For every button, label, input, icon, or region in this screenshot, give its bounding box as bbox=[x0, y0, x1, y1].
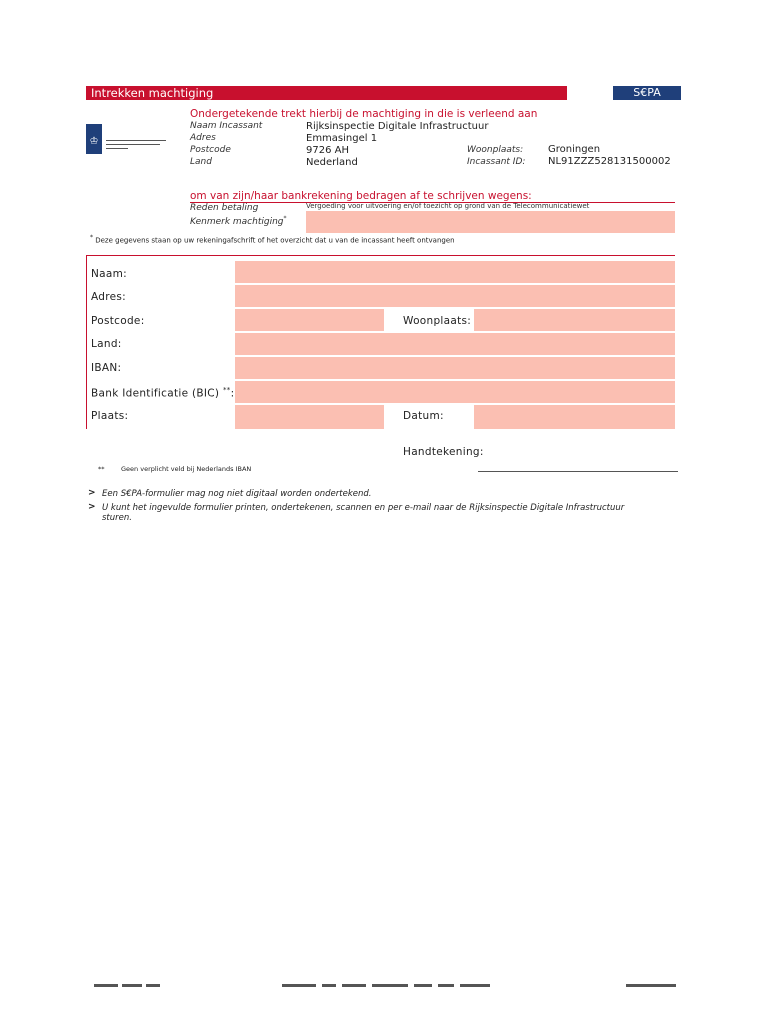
bic-field[interactable] bbox=[235, 381, 675, 403]
country-field[interactable] bbox=[235, 333, 675, 355]
bic-note-mark: ** bbox=[98, 465, 105, 473]
iban-label: IBAN: bbox=[91, 362, 122, 374]
creditor-city-value: Groningen bbox=[548, 144, 601, 155]
creditor-country-value: Nederland bbox=[306, 157, 358, 168]
creditor-id-label: Incassant ID: bbox=[467, 157, 526, 167]
logo-text-lines bbox=[106, 138, 172, 149]
note-bullet-1: > bbox=[88, 488, 96, 498]
note-line-2b: sturen. bbox=[102, 513, 132, 523]
creditor-postcode-label: Postcode bbox=[190, 145, 231, 155]
reference-footnote: Deze gegevens staan op uw rekeningafschrift of het overzicht dat u van de incassant heeft ontvangen bbox=[95, 236, 455, 245]
form-top-divider bbox=[86, 255, 675, 256]
creditor-address-label: Adres bbox=[190, 133, 216, 143]
creditor-intro: Ondergetekende trekt hierbij de machtiging in die is verleend aan bbox=[190, 108, 538, 120]
note-bullet-2: > bbox=[88, 502, 96, 512]
name-label: Naam: bbox=[91, 268, 127, 280]
crest-icon: ♔ bbox=[89, 136, 99, 147]
address-field[interactable] bbox=[235, 285, 675, 307]
signature-line[interactable] bbox=[478, 471, 678, 472]
city-label: Woonplaats: bbox=[403, 315, 472, 327]
iban-field[interactable] bbox=[235, 357, 675, 379]
creditor-id-value: NL91ZZZ528131500002 bbox=[548, 156, 671, 167]
form-title: Intrekken machtiging bbox=[91, 86, 214, 100]
creditor-city-label: Woonplaats: bbox=[467, 145, 524, 155]
sepa-badge: S€PA bbox=[613, 86, 681, 100]
creditor-name-value: Rijksinspectie Digitale Infrastructuur bbox=[306, 121, 489, 132]
address-label: Adres: bbox=[91, 291, 127, 303]
bic-label: Bank Identificatie (BIC) bbox=[91, 387, 220, 400]
reference-footnote-wrap bbox=[90, 234, 455, 244]
bic-label-wrap bbox=[91, 386, 234, 400]
reference-label: Kenmerk machtiging bbox=[190, 217, 284, 227]
postcode-field[interactable] bbox=[235, 309, 384, 331]
name-field[interactable] bbox=[235, 261, 675, 283]
reason-value: Vergoeding voor uitvoering en/of toezicht op grond van de Telecommunicatiewet bbox=[306, 202, 590, 210]
reference-label-wrap bbox=[190, 215, 287, 227]
creditor-name-label: Naam Incassant bbox=[190, 121, 263, 131]
place-field[interactable] bbox=[235, 405, 384, 429]
form-left-border bbox=[86, 256, 87, 429]
payment-intro: om van zijn/haar bankrekening bedragen af te schrijven wegens: bbox=[190, 190, 532, 202]
footer-right-marks bbox=[626, 982, 678, 989]
bic-note: Geen verplicht veld bij Nederlands IBAN bbox=[121, 465, 252, 473]
footer-left-marks bbox=[94, 982, 164, 989]
postcode-label: Postcode: bbox=[91, 315, 145, 327]
date-label: Datum: bbox=[403, 410, 444, 422]
bic-colon: : bbox=[230, 387, 235, 400]
signature-label: Handtekening: bbox=[403, 446, 484, 458]
date-field[interactable] bbox=[474, 405, 675, 429]
city-field[interactable] bbox=[474, 309, 675, 331]
reference-mark: * bbox=[283, 215, 287, 222]
reason-label: Reden betaling bbox=[190, 203, 259, 213]
creditor-postcode-value: 9726 AH bbox=[306, 145, 349, 156]
note-line-2a: U kunt het ingevulde formulier printen, ondertekenen, scannen en per e-mail naar de Rijksinspectie Digitale Infrastructuur bbox=[102, 503, 625, 513]
form-title-bar bbox=[86, 86, 567, 100]
reference-field[interactable] bbox=[306, 211, 675, 233]
creditor-address-value: Emmasingel 1 bbox=[306, 133, 378, 144]
place-label: Plaats: bbox=[91, 410, 129, 422]
footnote-mark: * bbox=[90, 234, 93, 241]
bic-mark: ** bbox=[222, 386, 231, 394]
creditor-country-label: Land bbox=[190, 157, 212, 167]
footer-center-marks bbox=[282, 982, 492, 989]
note-line-1: Een S€PA-formulier mag nog niet digitaal worden ondertekend. bbox=[102, 489, 372, 499]
country-label: Land: bbox=[91, 338, 122, 350]
